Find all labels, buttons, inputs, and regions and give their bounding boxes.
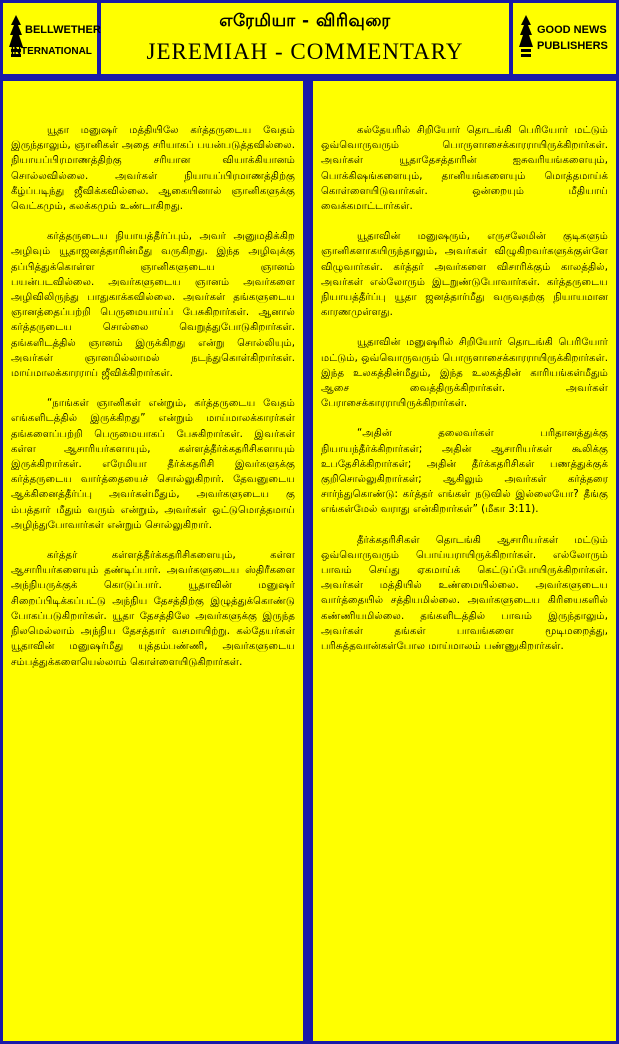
right-paragraph: “அதின் தலைவர்கள் பரிதானத்துக்கு நியாயந்தீர்க்கிறார்கள்; அதின் ஆசாரியர்கள் கூலிக்கு உபதேசிக்கிறார்கள்; அதின் தீர்க்கதரிசிகள் பணத்துக்குக் குறிசொல்லுகிறார்கள்; ஆகிலும் அவர்கள் கர்த்தரை சார்ந்துகொண்டு: கர்த்தர் எங்கள் நடுவில் இல்லையோ? தீங்கு எங்கள்மேல் வராது என்கிறார்கள்” (மீகா 3:11). (321, 428, 608, 516)
bellwether-logo (3, 3, 101, 74)
left-logo-line2: INTERNATIONAL (11, 46, 92, 57)
right-logo-line1: GOOD NEWS (537, 24, 607, 36)
left-paragraph: “நாங்கள் ஞானிகள் என்றும், கர்த்தருடைய வேதம் எங்களிடத்தில் இருக்கிறது” என்றும் மாய்மாலக்காரர்கள் தங்களைப்பற்றி பெருமையாகப் பேசுகிறார்கள். இவர்கள் கள்ள ஆசாரியர்களாயும், கள்ளத்தீர்க்கதரிசிகளாயும் இருக்கிறார்கள். எரேமியா தீர்க்கதரிசி இவர்களுக்கு கர்த்தருடைய வார்த்தையைச் சொல்லுகிறார். தேவனுடைய ஆக்கினைத்தீர்ப்பு அவர்கள்மீதும், அவர்களுடைய கு ம்பத்தார் மீதும் வரும் என்றும், அவர்கள் ஒட்டுமொத்தமாய் அழிந்துபோவார்கள் என்றும் சொல்லுகிறார். (11, 398, 295, 531)
page-header (0, 0, 619, 78)
right-paragraph: கல்தேயரில் சிறியோர் தொடங்கி பெரியோர் மட்டும் ஒவ்வொருவரும் பொருளாசைக்காரராயிருக்கிறார்கள். அவர்கள் யூதாதேசத்தாரின் ஐசுவரியங்களையும், பொக்கிஷங்களையும், தானியங்களையும் மொத்தமாய்க் கொள்ளையிடுவார்கள். ஒன்றையும் மீதியாய் வைக்கமாட்டார்கள். (321, 125, 608, 213)
left-paragraph: யூதா மனுஷர் மத்தியிலே கர்த்தருடைய வேதம் இருந்தாலும், ஞானிகள் அதை சரியாகப் பயன்படுத்தவில்லை. நியாயப்பிரமாணத்திற்கு சரியான வியாக்கியானம் சொல்லவில்லை. அவர்கள் நியாயப்பிரமாணத்திற்கு கீழ்ப்படிந்து ஜீவிக்கவில்லை. ஆகையினால் ஞானிகளுக்கு வெட்கமும், கலக்கமும் உண்டாகிறது. (11, 125, 295, 213)
right-paragraph: யூதாவின் மனுஷரும், எருசலேமின் குடிகளும் ஞானிகளாகயிருந்தாலும், அவர்கள் விழுகிறவர்களுக்குள்ளே விழுவார்கள். கர்த்தர் அவர்களை விசாரிக்கும் காலத்தில், அவர்கள் எல்லோரும் இடறுண்டுபோவார்கள். கர்த்தருடைய நியாயத்தீர்ப்பு யூதா ஜனத்தார்மீது வருவதற்கு நியாயமான காரணமுள்ளது. (321, 231, 608, 319)
left-paragraph: கர்த்தருடைய நியாயத்தீர்ப்பும், அவர் அனுமதிக்கிற அழிவும் யூதாஜனத்தாரின்மீது வருகிறது. இந்த அழிவுக்கு தப்பித்துக்கொள்ள ஞானிகளுடைய ஞானம் பயன்படவில்லை. அவர்களுடைய ஞானம் அவர்களை அழிவிலிருந்து பாதுகாக்கவில்லை. அவர்கள் தங்களுடைய ஞானத்தைப்பற்றி பெருமையாய்ப் பேசுகிறார்கள். ஆனால் கர்த்தருடைய சொல்லை வெறுத்துபோடுகிறார்கள். தங்களிடத்தில் ஞானம் இருக்கிறது என்று சொல்லியும், அவர்கள் ஞானமில்லாமல் நடந்துகொள்கிறார்கள். மாய்மாலக்காரராய் ஜீவிக்கிறார்கள். (11, 231, 295, 380)
title-box (101, 3, 509, 74)
left-column (3, 81, 303, 1041)
left-logo-line1: BELLWETHER (25, 24, 101, 36)
right-paragraph: தீர்க்கதரிசிகள் தொடங்கி ஆசாரியர்கள் மட்டும் ஒவ்வொருவரும் பொய்யராயிருக்கிறார்கள். எல்லோரும் பாவம் செய்து ஏகமாய்க் கெட்டுப்போயிருக்கிறார்கள். அவர்கள் மத்தியில் உண்மையில்லை. அவர்களுடைய வார்த்தையில் சத்தியமில்லை. அவர்களுடைய கிரியைகளில் கண்ணியமில்லை. தங்களிடத்தில் பாவம் இருந்தாலும், அவர்கள் தங்கள் பாவங்களை மூடிமறைத்து, பரிசுத்தவான்கள்போல மாய்மாலம் பண்ணுகிறார்கள். (321, 534, 608, 653)
title-english: JEREMIAH - COMMENTARY (146, 39, 464, 64)
title-tamil: எரேமியா - விரிவுரை (219, 11, 391, 31)
right-logo-line2: PUBLISHERS (537, 40, 608, 52)
left-paragraph: கர்த்தர் கள்ளத்தீர்க்கதரிசிகளையும், கள்ள ஆசாரியர்களையும் தண்டிப்பார். அவர்களுடைய ஸ்திரீகளை அந்நியருக்குக் கொடுப்பார். யூதாவின் மனுஷர் சிறைப்பிடிக்கப்பட்டு அந்நிய தேசத்திற்கு இழுத்துக்கொண்டு போகப்படுகிறார்கள். யூதா தேசத்திலே அவர்களுக்கு இருந்த நிலமெல்லாம் அந்நிய தேசத்தார் வசமாயிற்று. கல்தேயர்கள் யூதாவின் மனுஷர்மீது யுத்தம்பண்ணி, அவர்களுடைய சம்பத்துக்களையெல்லாம் கொள்ளையிடுகிறார்கள். (11, 550, 295, 668)
right-column (313, 81, 616, 1041)
right-paragraph: யூதாவின் மனுஷரில் சிறியோர் தொடங்கி பெரியோர் மட்டும், ஒவ்வொருவரும் பொருளாசைக்காரராயிருக்கிறார்கள். இந்த உலகத்தின்மீதும், இந்த உலகத்தின் காரியங்கள்மீதும் ஆசை வைத்திருக்கிறார்கள். அவர்கள் பேராசைக்காரராயிருக்கிறார்கள். (321, 337, 608, 410)
tree-icon (519, 15, 533, 59)
good-news-logo (513, 3, 616, 74)
